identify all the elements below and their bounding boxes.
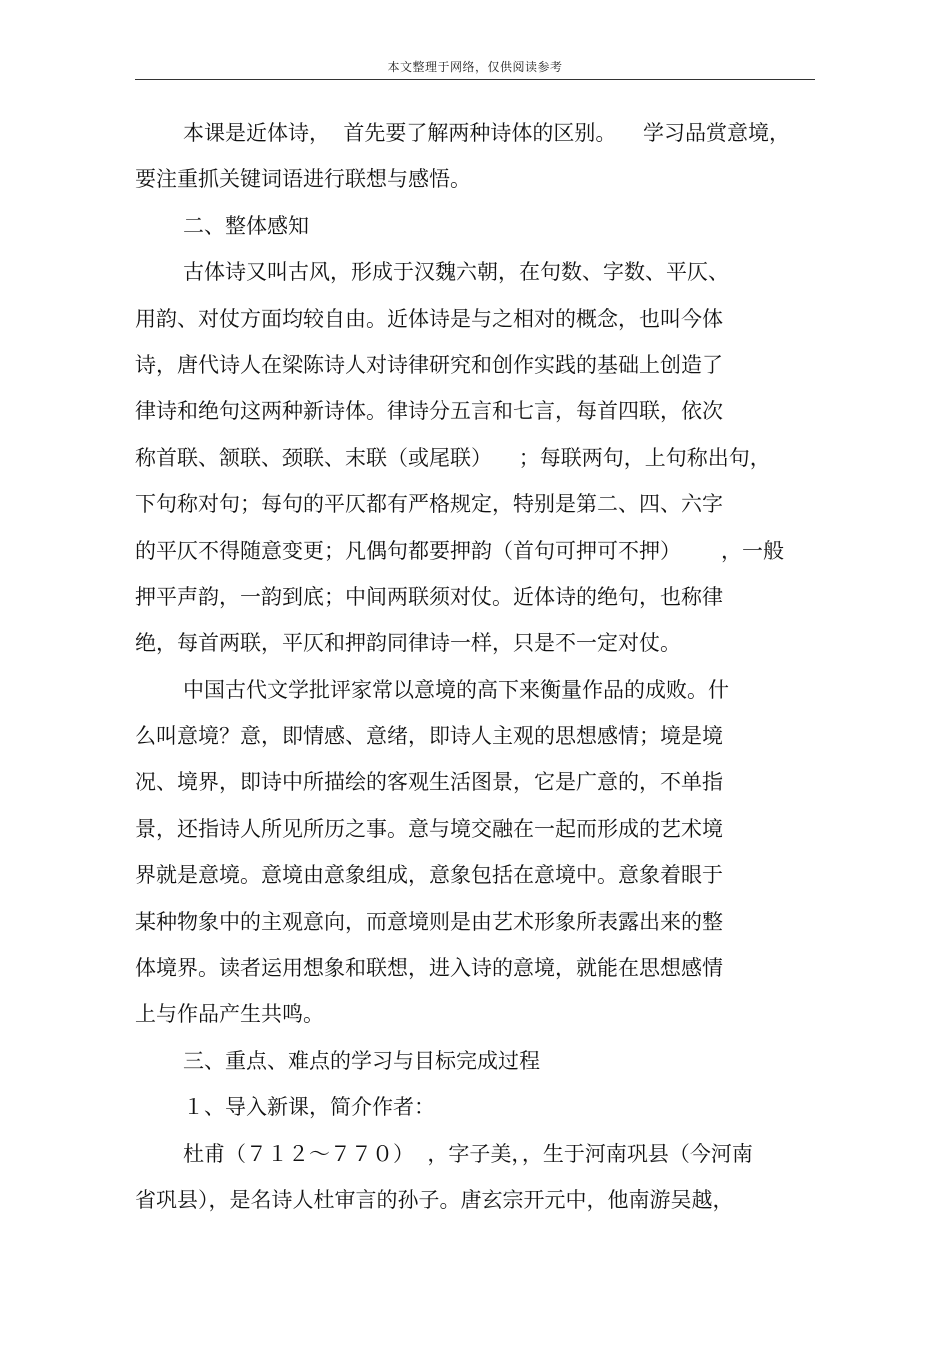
paragraph-line: 某种物象中的主观意向，而意境则是由艺术形象所表露出来的整 <box>135 909 723 934</box>
header-divider <box>135 79 815 80</box>
paragraph-line: 中国古代文学批评家常以意境的高下来衡量作品的成败。什 <box>183 677 729 702</box>
document-body <box>135 110 815 1223</box>
section-heading: 三、重点、难点的学习与目标完成过程 <box>183 1048 540 1073</box>
paragraph-line: 本课是近体诗， 首先要了解两种诗体的区别。 学习品赏意境， <box>183 121 791 145</box>
paragraph-line: 要注重抓关键词语进行联想与感悟。 <box>135 167 471 192</box>
paragraph-line: 下句称对句；每句的平仄都有严格规定，特别是第二、四、六字 <box>135 492 723 517</box>
paragraph-line: 诗，唐代诗人在梁陈诗人对诗律研究和创作实践的基础上创造了 <box>135 352 723 377</box>
paragraph-line: 么叫意境？意，即情感、意绪，即诗人主观的思想感情；境是境 <box>135 724 723 749</box>
page-header: 本文整理于网络，仅供阅读参考 <box>387 60 563 74</box>
paragraph-line: 绝，每首两联，平仄和押韵同律诗一样，只是不一定对仗。 <box>135 631 681 656</box>
paragraph-line: 体境界。读者运用想象和联想，进入诗的意境，就能在思想感情 <box>135 956 723 981</box>
paragraph-line: 的平仄不得随意变更；凡偶句都要押韵（首句可押可不押） ，一般 <box>135 538 785 563</box>
paragraph-line: 景，还指诗人所见所历之事。意与境交融在一起而形成的艺术境 <box>135 816 723 841</box>
paragraph-line: 押平声韵，一韵到底；中间两联须对仗。近体诗的绝句，也称律 <box>135 584 723 609</box>
paragraph-line: 称首联、颔联、颈联、末联（或尾联） ；每联两句，上句称出句， <box>135 445 771 470</box>
paragraph-line: 古体诗又叫古风，形成于汉魏六朝，在句数、字数、平仄、 <box>183 260 729 285</box>
paragraph-line: 杜甫（７１２～７７０） ，字子美，，生于河南巩县（今河南 <box>183 1141 753 1166</box>
paragraph-line: 用韵、对仗方面均较自由。近体诗是与之相对的概念，也叫今体 <box>135 306 723 331</box>
paragraph-line: 律诗和绝句这两种新诗体。律诗分五言和七言，每首四联，依次 <box>135 399 723 424</box>
subsection-heading: １、导入新课，简介作者： <box>183 1095 435 1120</box>
section-heading: 二、整体感知 <box>183 213 309 238</box>
paragraph-line: 界就是意境。意境由意象组成，意象包括在意境中。意象着眼于 <box>135 863 723 888</box>
paragraph-line: 省巩县），是名诗人杜审言的孙子。唐玄宗开元中，他南游吴越， <box>135 1187 734 1212</box>
paragraph-line: 况、境界，即诗中所描绘的客观生活图景，它是广意的，不单指 <box>135 770 723 795</box>
paragraph-line: 上与作品产生共鸣。 <box>135 1002 324 1027</box>
